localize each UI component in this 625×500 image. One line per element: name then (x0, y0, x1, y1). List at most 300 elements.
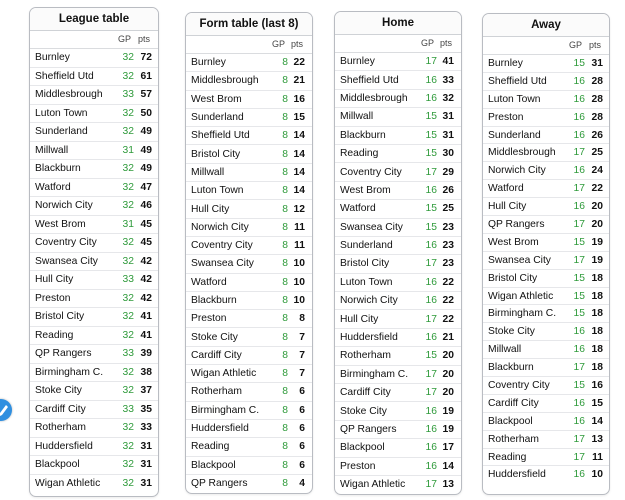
table-row[interactable] (483, 55, 609, 73)
team-name: Millwall (191, 166, 225, 178)
table-row[interactable] (335, 384, 461, 402)
table-row[interactable] (483, 288, 609, 306)
team-name: Middlesbrough (340, 92, 408, 104)
points: 23 (442, 240, 454, 252)
table-row[interactable] (483, 359, 609, 377)
points: 6 (299, 386, 305, 398)
points: 22 (442, 276, 454, 288)
points: 31 (140, 477, 152, 489)
table-row[interactable] (30, 438, 158, 457)
points: 7 (299, 349, 305, 361)
team-name: Luton Town (35, 107, 88, 119)
table-row[interactable] (186, 365, 312, 383)
games-played: 16 (573, 397, 585, 409)
table-row[interactable] (335, 182, 461, 200)
points: 49 (140, 126, 152, 138)
team-name: Millwall (340, 111, 374, 123)
gp-header: GP (118, 34, 132, 44)
table-row[interactable] (30, 456, 158, 475)
games-played: 8 (282, 459, 288, 471)
games-played: 15 (573, 290, 585, 302)
games-played: 31 (122, 218, 134, 230)
points: 31 (140, 459, 152, 471)
team-name: Middlesbrough (191, 75, 259, 87)
table-row[interactable] (30, 86, 158, 105)
team-name: Reading (340, 148, 379, 160)
team-name: Preston (488, 111, 524, 123)
team-name: Preston (340, 460, 376, 472)
games-played: 16 (573, 129, 585, 141)
team-name: Coventry City (488, 379, 550, 391)
table-row[interactable] (483, 216, 609, 234)
table-row[interactable] (186, 347, 312, 365)
points: 33 (140, 422, 152, 434)
games-played: 15 (425, 129, 437, 141)
table-row[interactable] (483, 323, 609, 341)
table-row[interactable] (30, 290, 158, 309)
table-row[interactable] (335, 292, 461, 310)
team-name: Luton Town (340, 276, 393, 288)
points: 4 (299, 477, 305, 489)
edit-icon (0, 403, 9, 417)
table-row[interactable] (186, 402, 312, 420)
points: 37 (140, 385, 152, 397)
points: 11 (294, 221, 305, 233)
games-played: 8 (282, 75, 288, 87)
games-played: 32 (122, 200, 134, 212)
table-row[interactable] (186, 200, 312, 218)
points: 20 (442, 368, 454, 380)
table-row[interactable] (483, 305, 609, 323)
points: 17 (442, 442, 454, 454)
points: 41 (140, 329, 152, 341)
games-played: 8 (282, 404, 288, 416)
team-name: Luton Town (191, 185, 244, 197)
table-row[interactable] (335, 329, 461, 347)
table-row[interactable] (30, 327, 158, 346)
team-name: Cardiff City (35, 403, 86, 415)
table-row[interactable] (335, 90, 461, 108)
games-played: 32 (122, 459, 134, 471)
team-name: Reading (191, 441, 230, 453)
points: 31 (442, 129, 454, 141)
games-played: 32 (122, 366, 134, 378)
team-name: West Brom (340, 184, 391, 196)
points: 20 (442, 387, 454, 399)
points: 38 (140, 366, 152, 378)
table-row[interactable] (335, 347, 461, 365)
team-name: Bristol City (35, 311, 85, 323)
team-name: Birmingham C. (340, 368, 409, 380)
team-name: Millwall (35, 144, 69, 156)
points: 10 (293, 258, 305, 270)
team-name: Sheffield Utd (488, 75, 547, 87)
games-played: 8 (282, 185, 288, 197)
table-row[interactable] (186, 54, 312, 72)
points: 16 (591, 379, 603, 391)
games-played: 15 (573, 379, 585, 391)
points: 14 (293, 185, 305, 197)
team-name: Burnley (340, 56, 375, 68)
points: 19 (442, 405, 454, 417)
table-row[interactable] (335, 458, 461, 476)
table-title: Away (483, 14, 609, 37)
column-headers (30, 31, 158, 49)
table-row[interactable] (186, 182, 312, 200)
table-row[interactable] (186, 475, 312, 493)
games-played: 17 (573, 433, 585, 445)
team-name: Rotherham (35, 422, 86, 434)
points: 6 (299, 423, 305, 435)
points: 15 (293, 112, 305, 124)
points: 14 (293, 130, 305, 142)
points: 6 (299, 441, 305, 453)
games-played: 16 (573, 469, 585, 481)
table-row[interactable] (483, 109, 609, 127)
games-played: 8 (282, 295, 288, 306)
games-played: 33 (122, 274, 134, 286)
table-row[interactable] (186, 145, 312, 163)
team-name: Bristol City (340, 258, 390, 270)
games-played: 32 (122, 422, 134, 434)
table-row[interactable] (186, 237, 312, 255)
games-played: 16 (573, 344, 585, 356)
team-name: Stoke City (35, 385, 82, 397)
games-played: 15 (573, 236, 585, 248)
team-name: Middlesbrough (488, 147, 556, 159)
team-name: Rotherham (191, 386, 242, 398)
points: 22 (591, 183, 603, 195)
points: 42 (140, 255, 152, 267)
table-row[interactable] (30, 419, 158, 438)
table-row[interactable] (335, 163, 461, 181)
team-name: Sheffield Utd (340, 74, 399, 86)
points: 23 (442, 258, 454, 270)
team-name: Coventry City (340, 166, 402, 178)
points: 20 (442, 350, 454, 362)
games-played: 17 (425, 313, 437, 325)
points: 10 (591, 469, 603, 481)
team-name: Blackburn (488, 362, 534, 374)
games-played: 16 (573, 326, 585, 338)
points: 39 (140, 348, 152, 360)
table-row[interactable] (483, 252, 609, 270)
games-played: 33 (122, 403, 134, 415)
table-row[interactable] (30, 142, 158, 161)
table-row[interactable] (30, 382, 158, 401)
table-row[interactable] (335, 476, 461, 494)
table-row[interactable] (483, 413, 609, 431)
table-row[interactable] (30, 160, 158, 179)
table-row[interactable] (186, 292, 312, 310)
table-row[interactable] (30, 308, 158, 327)
team-name: Birmingham C. (191, 404, 260, 416)
gp-header: GP (272, 39, 286, 49)
games-played: 17 (573, 451, 585, 463)
games-played: 32 (122, 181, 134, 193)
table-row[interactable] (335, 274, 461, 292)
games-played: 32 (122, 311, 134, 323)
games-played: 15 (573, 272, 585, 284)
table-row[interactable] (30, 68, 158, 87)
games-played: 16 (425, 276, 437, 288)
table-row[interactable] (186, 109, 312, 127)
table-row[interactable] (483, 91, 609, 109)
team-name: QP Rangers (488, 218, 545, 230)
table-row[interactable] (186, 219, 312, 237)
points: 14 (293, 166, 305, 178)
team-name: Blackburn (35, 163, 81, 175)
team-name: Wigan Athletic (35, 477, 101, 489)
points: 28 (591, 93, 603, 105)
points: 19 (591, 254, 603, 266)
table-row[interactable] (186, 310, 312, 328)
team-name: Huddersfield (191, 423, 249, 435)
team-name: Norwich City (191, 221, 249, 233)
games-played: 8 (282, 221, 288, 233)
points: 31 (591, 57, 603, 69)
table-row[interactable] (186, 328, 312, 346)
games-played: 8 (282, 423, 288, 435)
games-played: 17 (573, 254, 585, 266)
team-name: West Brom (191, 93, 242, 105)
games-played: 32 (122, 237, 134, 249)
points: 20 (591, 201, 603, 213)
table-row[interactable] (483, 144, 609, 162)
team-name: Hull City (488, 201, 527, 213)
team-name: Sunderland (191, 112, 244, 124)
table-row[interactable] (186, 438, 312, 456)
table-row[interactable] (483, 449, 609, 467)
games-played: 8 (282, 57, 288, 69)
games-played: 17 (573, 183, 585, 195)
table-row[interactable] (186, 91, 312, 109)
team-name: Sunderland (35, 126, 88, 138)
table-row[interactable] (335, 200, 461, 218)
games-played: 16 (425, 405, 437, 417)
pts-header: pts (291, 39, 304, 49)
table-row[interactable] (186, 127, 312, 145)
table-row[interactable] (483, 466, 609, 484)
table-row[interactable] (335, 439, 461, 457)
table-row[interactable] (335, 366, 461, 384)
table-row[interactable] (483, 377, 609, 395)
table-row[interactable] (483, 431, 609, 449)
table-row[interactable] (30, 123, 158, 142)
team-name: Huddersfield (35, 440, 93, 452)
table-row[interactable] (335, 402, 461, 420)
games-played: 16 (573, 93, 585, 105)
table-row[interactable] (483, 234, 609, 252)
table-row[interactable] (335, 237, 461, 255)
team-name: Blackpool (191, 459, 236, 471)
team-name: Stoke City (488, 326, 535, 338)
games-played: 17 (573, 218, 585, 230)
points: 41 (140, 311, 152, 323)
table-row[interactable] (483, 73, 609, 91)
team-name: QP Rangers (35, 348, 92, 360)
team-name: Millwall (488, 344, 522, 356)
team-name: Bristol City (488, 272, 538, 284)
points: 7 (299, 331, 305, 343)
column-headers (483, 37, 609, 55)
team-name: Sheffield Utd (191, 130, 250, 142)
team-name: Rotherham (340, 350, 391, 362)
table-row[interactable] (335, 71, 461, 89)
points: 23 (442, 221, 454, 233)
team-name: Huddersfield (340, 332, 398, 344)
table-row[interactable] (30, 401, 158, 420)
points: 29 (442, 166, 454, 178)
team-name: Sheffield Utd (35, 70, 94, 82)
points: 14 (293, 148, 305, 160)
games-played: 17 (425, 387, 437, 399)
team-name: Sunderland (340, 240, 393, 252)
games-played: 16 (573, 111, 585, 123)
table-row[interactable] (30, 49, 158, 68)
points: 45 (140, 218, 152, 230)
games-played: 33 (122, 89, 134, 101)
column-headers (186, 36, 312, 54)
points: 14 (442, 460, 454, 472)
points: 41 (442, 56, 454, 68)
form-table (185, 12, 313, 494)
games-played: 32 (122, 440, 134, 452)
games-played: 8 (282, 93, 288, 105)
table-title: Form table (last 8) (186, 13, 312, 36)
points: 12 (293, 203, 305, 215)
games-played: 32 (122, 107, 134, 119)
points: 13 (442, 479, 454, 491)
points: 72 (140, 52, 152, 64)
table-row[interactable] (30, 253, 158, 272)
points: 46 (140, 200, 152, 212)
team-name: Watford (488, 183, 524, 195)
table-row[interactable] (186, 255, 312, 273)
table-row[interactable] (30, 179, 158, 198)
table-row[interactable] (335, 255, 461, 273)
games-played: 16 (425, 240, 437, 252)
points: 18 (591, 272, 603, 284)
points: 18 (591, 344, 603, 356)
points: 42 (140, 274, 152, 286)
table-row[interactable] (335, 127, 461, 145)
points: 30 (442, 148, 454, 160)
team-name: Bristol City (191, 148, 241, 160)
table-row[interactable] (335, 310, 461, 328)
table-row[interactable] (483, 341, 609, 359)
team-name: Swansea City (191, 258, 254, 270)
table-row[interactable] (186, 72, 312, 90)
table-row[interactable] (483, 270, 609, 288)
points: 10 (293, 276, 305, 288)
table-row[interactable] (30, 216, 158, 235)
team-name: Norwich City (35, 200, 93, 212)
points: 31 (140, 440, 152, 452)
table-row[interactable] (483, 180, 609, 198)
table-row[interactable] (30, 197, 158, 216)
points: 14 (591, 415, 603, 427)
games-played: 15 (425, 203, 437, 215)
points: 24 (591, 165, 603, 177)
team-name: Swansea City (35, 255, 98, 267)
table-row[interactable] (186, 457, 312, 475)
team-name: Cardiff City (488, 397, 539, 409)
table-row[interactable] (335, 53, 461, 71)
table-row[interactable] (483, 162, 609, 180)
table-row[interactable] (186, 274, 312, 292)
table-row[interactable] (483, 395, 609, 413)
table-row[interactable] (186, 420, 312, 438)
points: 28 (591, 75, 603, 87)
points: 6 (299, 459, 305, 471)
points: 49 (140, 163, 152, 175)
games-played: 16 (425, 74, 437, 86)
team-name: Reading (35, 329, 74, 341)
team-name: Huddersfield (488, 469, 546, 481)
table-row[interactable] (30, 234, 158, 253)
table-row[interactable] (30, 345, 158, 364)
table-row[interactable] (483, 127, 609, 145)
team-name: Hull City (191, 203, 230, 215)
team-name: Norwich City (340, 295, 398, 307)
points: 13 (591, 433, 603, 445)
away-table (482, 13, 610, 495)
team-name: Hull City (35, 274, 74, 286)
games-played: 8 (282, 349, 288, 361)
team-name: Watford (191, 276, 227, 288)
table-row[interactable] (335, 108, 461, 126)
points: 20 (591, 218, 603, 230)
points: 28 (591, 111, 603, 123)
table-row[interactable] (335, 219, 461, 237)
team-name: QP Rangers (191, 477, 248, 489)
points: 26 (442, 184, 454, 196)
table-row[interactable] (30, 364, 158, 383)
floating-action-button[interactable] (0, 399, 12, 421)
team-name: Blackpool (488, 415, 533, 427)
games-played: 32 (122, 163, 134, 175)
table-row[interactable] (335, 421, 461, 439)
team-name: Wigan Athletic (340, 479, 406, 491)
table-row[interactable] (483, 198, 609, 216)
games-played: 8 (282, 313, 288, 325)
team-name: Norwich City (488, 165, 546, 177)
games-played: 16 (425, 424, 437, 435)
points: 22 (293, 57, 305, 69)
table-row[interactable] (335, 145, 461, 163)
games-played: 8 (282, 386, 288, 398)
games-played: 32 (122, 385, 134, 397)
points: 18 (591, 326, 603, 338)
table-row[interactable] (186, 164, 312, 182)
table-row[interactable] (30, 475, 158, 494)
table-row[interactable] (30, 105, 158, 124)
team-name: Sunderland (488, 129, 541, 141)
gp-header: GP (421, 38, 435, 48)
table-row[interactable] (186, 383, 312, 401)
table-row[interactable] (30, 271, 158, 290)
team-name: Blackpool (340, 442, 385, 454)
pts-header: pts (138, 34, 151, 44)
team-name: Swansea City (488, 254, 551, 266)
team-name: Middlesbrough (35, 89, 103, 101)
points: 42 (140, 292, 152, 304)
points: 19 (591, 236, 603, 248)
games-played: 32 (122, 70, 134, 82)
team-name: Reading (488, 451, 527, 463)
games-played: 15 (573, 308, 585, 320)
